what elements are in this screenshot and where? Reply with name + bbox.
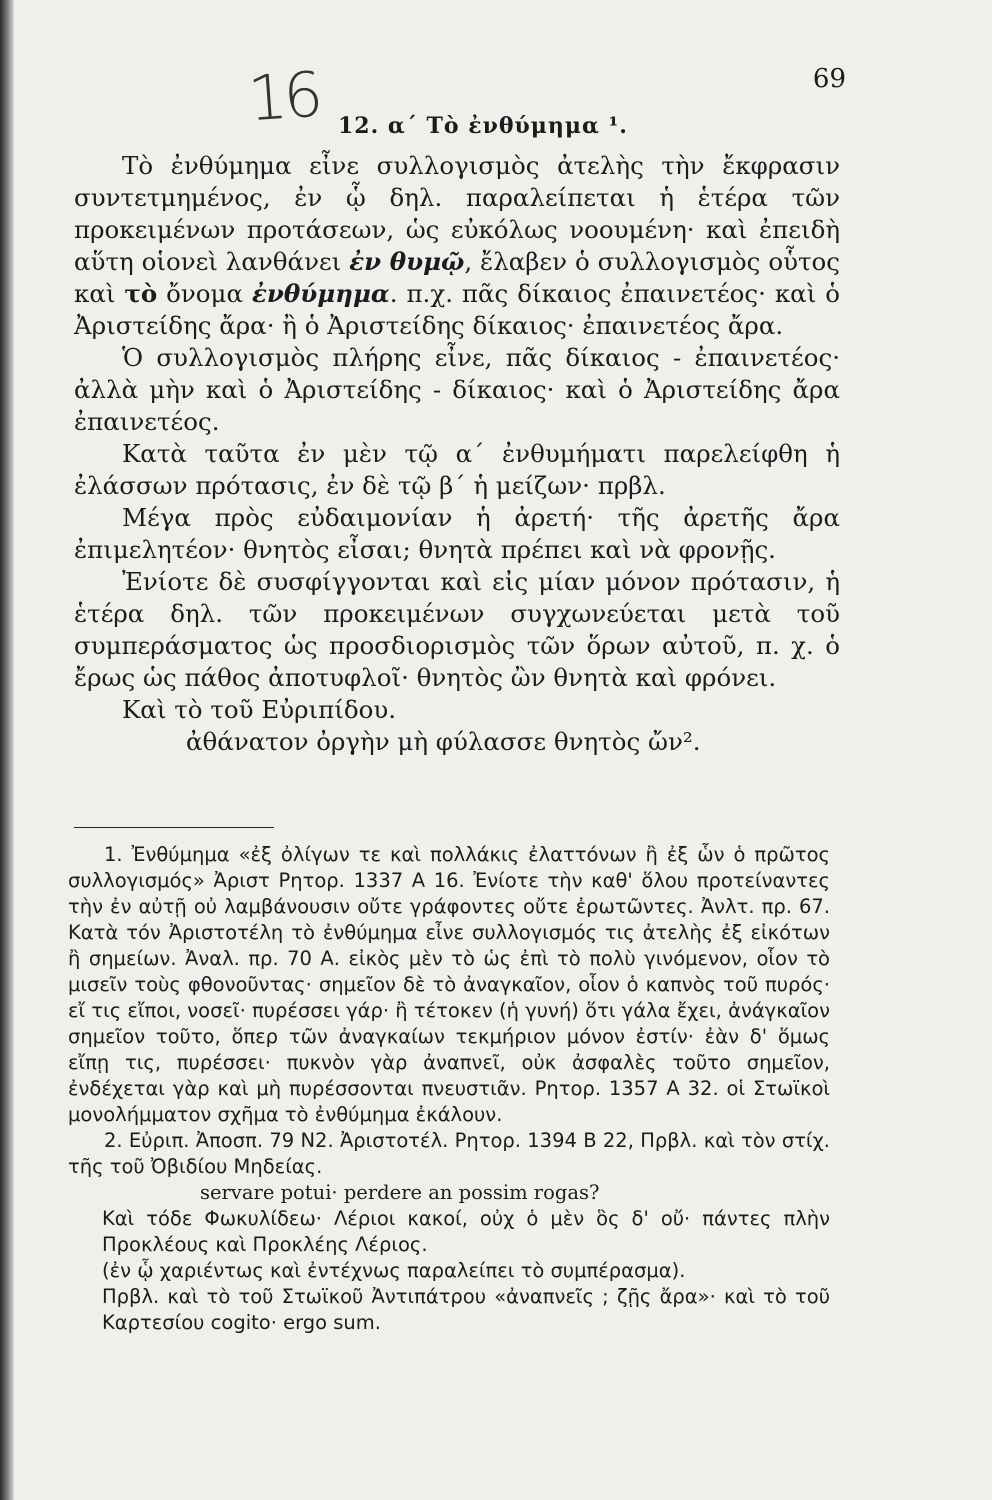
- paragraph-example: Μέγα πρὸς εὐδαιμονίαν ἡ ἀρετή· τῆς ἀρετῆς ἄρα ἐπιμελητέον· θνητὸς εἶσαι; θνητὰ πρέπει καὶ νὰ φρονῇς.: [74, 503, 840, 564]
- text-run: Τὸ ἐνθύμημα εἶνε συλλογισμὸς ἀτελὴς τὴν ἔκφρασιν συντετμημένος, ἐν ᾧ δηλ. παραλείπεται ἡ ἑτέρα τῶν προκειμένων προτάσεων, ὡς εὐκόλως νοουμένη· καὶ ἐπειδὴ αὕτη οἱονεὶ λανθάνει: [74, 151, 840, 276]
- emphasis-en-thymo: ἐν θυμῷ: [349, 247, 465, 276]
- paragraph-euripides: Καὶ τὸ τοῦ Εὐριπίδου.: [122, 695, 396, 724]
- main-text: [74, 150, 840, 758]
- euripides-quote: ἀθάνατον ὀργὴν μὴ φύλασσε θνητὸς ὤν².: [186, 727, 701, 756]
- page-number: 69: [812, 64, 846, 94]
- handwritten-page-mark: 16: [245, 57, 322, 136]
- bold-article: τὸ: [124, 279, 158, 308]
- footnote-antipater: Πρβλ. καὶ τὸ τοῦ Στωϊκοῦ Ἀντιπάτρου «ἀναπνεῖς ; ζῇς ἄρα»· καὶ τὸ τοῦ Καρτεσίου cogito· ergo sum.: [102, 1285, 830, 1334]
- footnote-latin-quote: servare potui· perdere an possim rogas?: [200, 1181, 600, 1204]
- footnote-remark: (ἐν ᾧ χαριέντως καὶ ἐντέχνως παραλείπει τὸ συμπέρασμα).: [102, 1259, 686, 1282]
- emphasis-enthymema: ἐνθύμημα: [251, 279, 390, 308]
- footnote-1: 1. Ἐνθύμημα «ἐξ ὀλίγων τε καὶ πολλάκις ἐλαττόνων ἢ ἐξ ὧν ὁ πρῶτος συλλογισμός» Ἀριστ Ρητορ. 1337 Α 16. Ἐνίοτε τὴν καθ' ὅλου προτείναντες τὴν ἐν αὐτῇ οὐ λαμβάνουσιν οὔτε γράφοντες οὔτε ἐρωτῶντες. Ἀνλτ. πρ. 67. Κατὰ τόν Ἀριστοτέλη τὸ ἐνθύμημα εἶνε συλλογισμός τις ἀτελὴς ἐξ εἰκότων ἢ σημείων. Ἀναλ. πρ. 70 Α. εἰκὸς μὲν τὸ ὡς ἐπὶ τὸ πολὺ γινόμενον, οἷον τὸ μισεῖν τοὺς φθονοῦντας· σημεῖον δὲ τὸ ἀναγκαῖον, οἷον ὁ καπνὸς τοῦ πυρός· εἴ τις εἴποι, νοσεῖ· πυρέσσει γάρ· ἢ τέτοκεν (ἡ γυνή) ὅτι γάλα ἔχει, ἀνάγκαῖον σημεῖον τοῦτο, ὅπερ τῶν ἀναγκαίων τεκμήριον μόνον ἐστίν· ἐὰν δ' ὅμως εἴπῃ τις, πυρέσσει· πυκνὸν γὰρ ἀναπνεῖ, οὐκ ἀσφαλὲς τοῦτο σημεῖον, ἐνδέχεται γὰρ καὶ μὴ πυρέσσονται πνευστιᾶν. Ρητορ. 1357 Α 32. οἱ Στωϊκοὶ μονολήμματον σχῆμα τὸ ἐνθύμημα ἐκάλουν.: [68, 843, 830, 1126]
- footnote-2: 2. Εὐριπ. Ἀποσπ. 79 Ν2. Ἀριστοτέλ. Ρητορ. 1394 Β 22, Πρβλ. καὶ τὸν στίχ. τῆς τοῦ Ὀβιδίου Μηδείας.: [68, 1129, 830, 1178]
- text-run: , ἔλαβεν ὁ συλλογισμὸς οὗτος καὶ: [74, 247, 840, 308]
- paragraph-single-proposition: Ἐνίοτε δὲ συσφίγγονται καὶ εἰς μίαν μόνον πρότασιν, ἡ ἑτέρα δηλ. τῶν προκειμένων συγχωνεύεται μετὰ τοῦ συμπεράσματος ὡς προσδιορισμὸς τῶν ὅρων αὐτοῦ, π. χ. ὁ ἔρως ὡς πάθος ἀποτυφλοῖ· θνητὸς ὢν θνητὰ καὶ φρόνει.: [74, 567, 840, 692]
- text-run: ὄνομα: [157, 279, 252, 308]
- paragraph-definition: [74, 150, 840, 342]
- paragraph-omitted-premise: Κατὰ ταῦτα ἐν μὲν τῷ α΄ ἐνθυμήματι παρελείφθη ἡ ἐλάσσων πρότασις, ἐν δὲ τῷ β΄ ἡ μείζων· πρβλ.: [74, 439, 840, 500]
- paragraph-full-syllogism: Ὁ συλλογισμὸς πλήρης εἶνε, πᾶς δίκαιος - ἐπαινετέος· ἀλλὰ μὴν καὶ ὁ Ἀριστείδης - δίκαιος· καὶ ὁ Ἀριστείδης ἄρα ἐπαινετέος.: [74, 343, 840, 436]
- footnote-phocylides: Καὶ τόδε Φωκυλίδεω· Λέριοι κακοί, οὐχ ὁ μὲν ὃς δ' οὔ· πάντες πλὴν Προκλέους καὶ Προκλέης Λέριος.: [102, 1207, 830, 1256]
- footnotes: [68, 842, 830, 1336]
- text-run: . π.χ. πᾶς δίκαιος ἐπαινετέος· καὶ ὁ Ἀριστείδης ἄρα· ἢ ὁ Ἀριστείδης δίκαιος· ἐπαινετέος ἄρα.: [74, 279, 841, 340]
- section-title: 12. α΄ Τὸ ἐνθύμημα ¹.: [338, 113, 628, 139]
- footnote-divider: [74, 827, 274, 828]
